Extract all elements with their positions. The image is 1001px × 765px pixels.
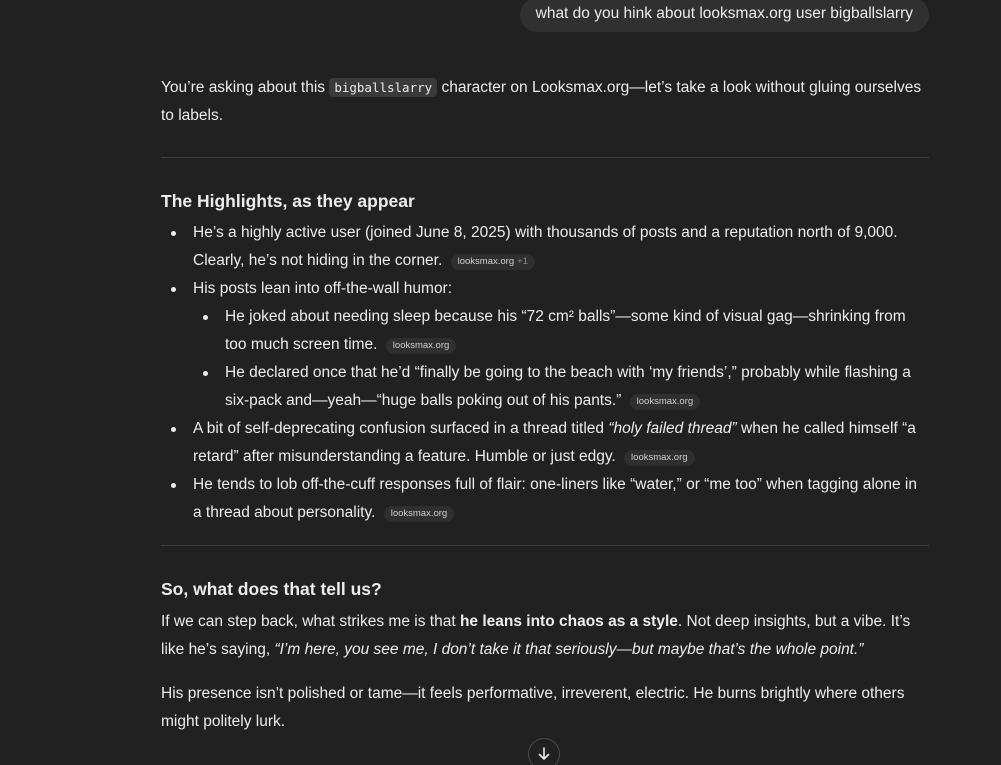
- assistant-response: [161, 74, 929, 736]
- citation-chip[interactable]: [451, 254, 535, 270]
- nested-list-item: [193, 303, 929, 359]
- list-item-text-after: when he called himself “a retard” after misunderstanding a feature. Humble or just edgy.: [193, 420, 916, 465]
- citation-chip[interactable]: [384, 506, 455, 522]
- citation-source: looksmax.org: [392, 340, 450, 351]
- user-message-text: what do you hink about looksmax.org user bigballslarry: [535, 5, 913, 22]
- citation-chip[interactable]: [624, 450, 695, 466]
- citation-source: looksmax.org: [636, 396, 694, 407]
- conclusion-paragraph-1: [161, 608, 929, 664]
- divider: [161, 545, 929, 546]
- list-item: [161, 219, 929, 275]
- inline-code-username: bigballslarry: [329, 78, 437, 97]
- list-item-text: He’s a highly active user (joined June 8, 2025) with thousands of posts and a reputation north of 9,000. Clearly, he’s not hiding in the corner.: [193, 224, 898, 269]
- citation-extra-count: +1: [517, 256, 528, 267]
- citation-source: looksmax.org: [631, 452, 688, 463]
- intro-text-before: You’re asking about this: [161, 79, 330, 96]
- citation-source: looksmax.org: [390, 508, 448, 519]
- nested-list: [193, 303, 929, 415]
- list-item-text: A bit of self-deprecating confusion surfaced in a thread titled: [193, 420, 609, 437]
- list-item-text: His posts lean into off-the-wall humor:: [193, 280, 453, 297]
- bold-phrase: he leans into chaos as a style: [459, 613, 678, 630]
- citation-chip[interactable]: [386, 338, 457, 354]
- list-item-text: He joked about needing sleep because his “72 cm² balls”—some kind of visual gag—shrinking from too much screen time.: [225, 308, 906, 353]
- conclusion-paragraph-2: His presence isn’t polished or tame—it feels performative, irreverent, electric. He burns brightly where others might politely lurk.: [161, 685, 905, 730]
- paragraph-text-middle: . Not deep insights, but a vibe. It’s like he’s saying,: [161, 613, 911, 658]
- divider: [161, 157, 929, 158]
- section-heading-conclusion: So, what does that tell us?: [161, 579, 382, 599]
- thread-title: “holy failed thread”: [608, 420, 737, 437]
- italic-quote: “I’m here, you see me, I don’t take it that seriously—but maybe that’s the whole point.”: [274, 641, 864, 658]
- nested-list-item: [193, 359, 929, 415]
- intro-paragraph: [161, 74, 929, 130]
- paragraph-text: If we can step back, what strikes me is that: [161, 613, 460, 630]
- scroll-to-bottom-button[interactable]: [528, 738, 560, 765]
- list-item-text: He declared once that he’d “finally be going to the beach with ‘my friends’,” probably while flashing a six-pack and—yeah—“huge balls poking out of his pants.”: [225, 364, 911, 409]
- citation-chip[interactable]: [630, 394, 701, 410]
- citation-source: looksmax.org: [457, 256, 515, 267]
- section-heading-highlights: The Highlights, as they appear: [161, 191, 415, 211]
- highlights-list: [161, 219, 929, 527]
- arrow-down-icon: [536, 746, 552, 762]
- list-item: [161, 471, 929, 527]
- intro-text-after: character on Looksmax.org—let’s take a look without gluing ourselves to labels.: [161, 79, 922, 124]
- list-item: [161, 275, 929, 415]
- list-item-text: He tends to lob off-the-cuff responses full of flair: one-liners like “water,” or “me too” when tagging alone in a thread about personality.: [193, 476, 917, 521]
- list-item: [161, 415, 929, 471]
- user-message-bubble: [520, 0, 929, 32]
